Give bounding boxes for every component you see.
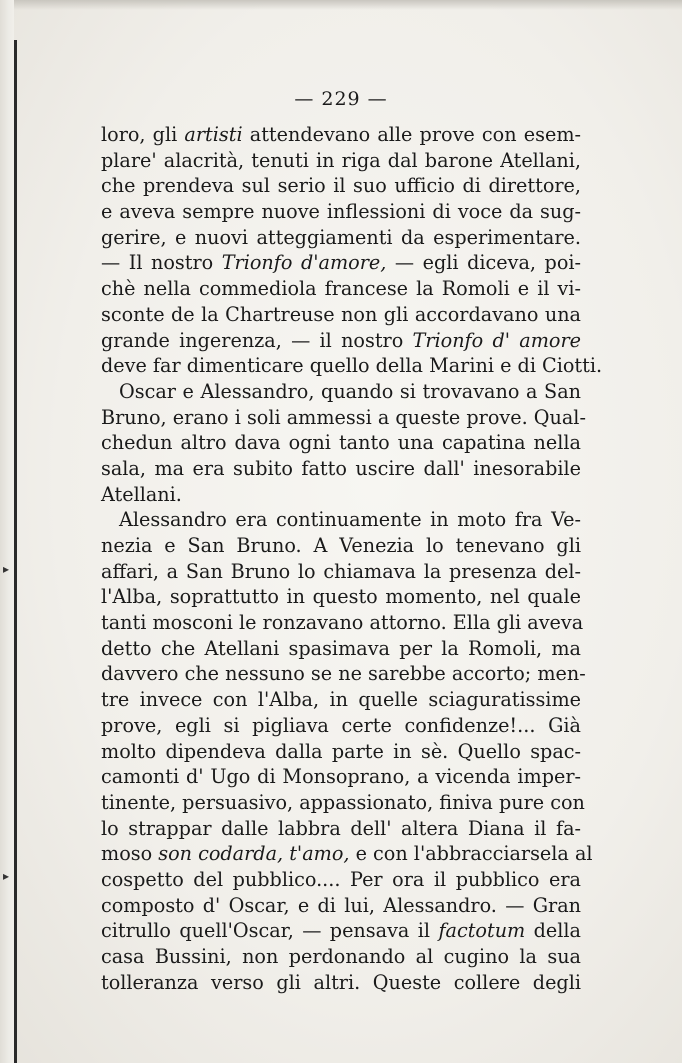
text-line bbox=[101, 199, 581, 225]
italic-text: son codarda, t'amo, bbox=[158, 842, 350, 866]
text-segment: tanti mosconi le ronzavano attorno. Ella gli aveva bbox=[101, 611, 584, 635]
text-line bbox=[101, 584, 581, 610]
text-line bbox=[101, 661, 586, 687]
text-line bbox=[101, 713, 581, 739]
body-text bbox=[101, 122, 603, 995]
text-segment: composto d' Oscar, e di lui, Alessandro. — Gran bbox=[101, 893, 581, 917]
text-line bbox=[101, 456, 581, 482]
text-segment: Bruno, erano i soli ammessi a queste prove. Qual- bbox=[101, 405, 586, 429]
text-segment: che prendeva sul serio il suo ufficio di direttore, bbox=[101, 174, 581, 198]
text-line bbox=[101, 379, 581, 405]
text-line bbox=[101, 173, 581, 199]
text-segment: Oscar e Alessandro, quando si trovavano a San bbox=[119, 379, 581, 403]
text-line bbox=[101, 636, 581, 662]
text-line bbox=[101, 225, 581, 251]
text-line bbox=[101, 148, 581, 174]
text-segment: chedun altro dava ogni tanto una capatina nella bbox=[101, 431, 581, 455]
text-segment: prove, egli si pigliava certe confidenze!... Già bbox=[101, 713, 581, 737]
page-number: — 229 — bbox=[294, 88, 388, 110]
text-line bbox=[101, 302, 581, 328]
text-segment: casa Bussini, non perdonando al cugino la sua bbox=[101, 945, 581, 968]
italic-text: artisti bbox=[184, 123, 243, 146]
text-line bbox=[101, 610, 584, 636]
text-segment: attendevano alle prove con esem- bbox=[242, 123, 581, 146]
text-segment: Atellani. bbox=[101, 482, 182, 506]
text-segment: cospetto del pubblico.... Per ora il pubblico era bbox=[101, 867, 581, 891]
text-line bbox=[101, 918, 581, 944]
text-line bbox=[101, 867, 581, 893]
italic-text: factotum bbox=[438, 919, 526, 943]
text-line bbox=[101, 507, 581, 533]
text-line bbox=[101, 533, 581, 559]
text-segment: deve far dimenticare quello della Marini e di Ciotti. bbox=[101, 354, 603, 378]
text-segment: tre invece con l'Alba, in quelle sciaguratissime bbox=[101, 688, 581, 712]
text-line bbox=[101, 764, 581, 790]
italic-text: Trionfo d' amore bbox=[412, 328, 581, 352]
margin-mark-lower-icon: ▸ bbox=[3, 869, 10, 883]
text-segment: moso bbox=[101, 842, 159, 866]
text-segment: Alessandro era continuamente in moto fra Ve- bbox=[119, 508, 581, 532]
page-top-shadow bbox=[0, 0, 682, 10]
text-segment: grande ingerenza, — il nostro bbox=[101, 328, 413, 352]
text-segment: tolleranza verso gli altri. Queste collere degli bbox=[101, 970, 581, 994]
text-segment: detto che Atellani spasimava per la Romoli, ma bbox=[101, 636, 581, 660]
text-segment: sconte de la Chartreuse non gli accordavano una bbox=[101, 302, 581, 326]
text-segment: affari, a San Bruno lo chiamava la presenza del- bbox=[101, 559, 581, 583]
text-segment: camonti d' Ugo di Monsoprano, a vicenda imper- bbox=[101, 765, 581, 789]
text-line bbox=[101, 482, 581, 508]
text-line bbox=[101, 122, 581, 148]
text-segment: sala, ma era subito fatto uscire dall' inesorabile bbox=[101, 456, 581, 480]
text-segment: l'Alba, soprattutto in questo momento, nel quale bbox=[101, 585, 581, 609]
text-line bbox=[101, 841, 593, 867]
text-line bbox=[101, 893, 581, 919]
text-segment: chè nella commediola francese la Romoli e il vi- bbox=[101, 277, 581, 301]
text-segment: plare' alacrità, tenuti in riga dal barone Atellani, bbox=[101, 148, 581, 172]
text-line bbox=[101, 816, 581, 842]
text-line bbox=[101, 353, 603, 379]
text-segment: nezia e San Bruno. A Venezia lo tenevano gli bbox=[101, 534, 581, 557]
text-segment: citrullo quell'Oscar, — pensava il bbox=[101, 919, 439, 943]
text-segment: molto dipendeva dalla parte in sè. Quello spac- bbox=[101, 739, 581, 763]
text-line bbox=[101, 790, 585, 816]
text-segment: della bbox=[525, 919, 581, 943]
text-line bbox=[101, 559, 581, 585]
text-line bbox=[101, 328, 581, 354]
text-segment: — egli diceva, poi- bbox=[386, 251, 581, 275]
text-segment: e aveva sempre nuove inflessioni di voce da sug- bbox=[101, 200, 581, 224]
text-segment: davvero che nessuno se ne sarebbe accorto; men- bbox=[101, 662, 586, 686]
text-line bbox=[101, 970, 581, 996]
text-line bbox=[101, 405, 586, 431]
text-segment: lo strappar dalle labbra dell' altera Diana il fa- bbox=[101, 816, 581, 840]
text-segment: loro, gli bbox=[101, 123, 185, 146]
text-segment: tinente, persuasivo, appassionato, finiva pure con bbox=[101, 790, 585, 814]
text-segment: — Il nostro bbox=[101, 251, 222, 275]
margin-mark-upper-icon: ▸ bbox=[3, 562, 10, 576]
text-line bbox=[101, 687, 581, 713]
page-binding-edge bbox=[0, 0, 14, 1063]
text-line bbox=[101, 276, 581, 302]
text-line bbox=[101, 944, 581, 970]
text-line bbox=[101, 739, 581, 765]
binding-rule-line bbox=[14, 40, 17, 1063]
italic-text: Trionfo d'amore, bbox=[221, 251, 387, 275]
text-line bbox=[101, 430, 581, 456]
text-line bbox=[101, 250, 581, 276]
text-segment: gerire, e nuovi atteggiamenti da esperimentare. bbox=[101, 225, 581, 249]
text-segment: e con l'abbracciarsela al bbox=[349, 842, 593, 866]
